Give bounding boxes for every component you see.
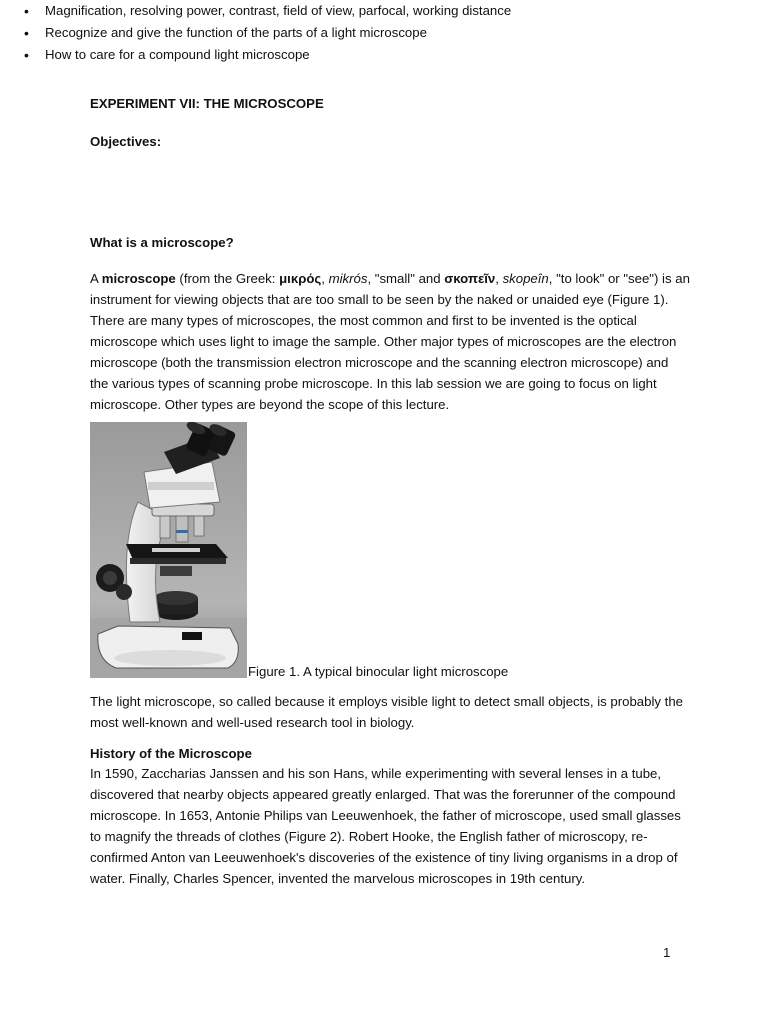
- document-title: EXPERIMENT VII: THE MICROSCOPE: [90, 96, 324, 111]
- what-is-heading: What is a microscope?: [90, 235, 234, 250]
- objective-item: • Magnification, resolving power, contrast, field of view, parfocal, working distance: [0, 0, 600, 22]
- history-paragraph: In 1590, Zaccharias Janssen and his son Hans, while experimenting with several lenses in a tube, discovered that nearby objects appeared greatly enlarged. That was the forerunner of the compound microscope. In 1653, Antonie Philips van Leeuwenhoek, the father of microscope, used small glasses to magnify the threads of clothes (Figure 2). Robert Hooke, the English father of microscopy, re-confirmed Anton van Leeuwenhoek's discoveries of the existence of tiny living organisms in a drop of water. Finally, Charles Spencer, invented the marvelous microscopes in 19th century.: [90, 766, 681, 886]
- intro-paragraph: A microscope (from the Greek: μικρός, mikrós, "small" and σκοπεῖν, skopeîn, "to look" or "see") is an instrument for viewing objects that are too small to be seen by the naked or unaided eye (Figure 1). There are many types of microscopes, the most common and first to be invented is the optical microscope which uses light to image the sample. Other major types of microscopes are the electron microscope (both the transmission electron microscope and the scanning electron microscope) and the various types of scanning probe microscope. In this lab session we are going to focus on light microscope. Other types are beyond the scope of this lecture.: [90, 271, 690, 412]
- history-heading: History of the Microscope: [90, 746, 252, 761]
- greek-word-skopein: σκοπεῖν: [444, 271, 496, 286]
- page-number: 1: [663, 945, 671, 960]
- objective-item: • Recognize and give the function of the parts of a light microscope: [0, 22, 600, 44]
- light-microscope-paragraph: The light microscope, so called because it employs visible light to detect small objects, is probably the most well-known and well-used research tool in biology.: [90, 694, 683, 730]
- objectives-list: [0, 0, 600, 66]
- term-microscope: microscope: [101, 271, 176, 286]
- microscope-figure-image: [90, 422, 247, 678]
- transliteration-skopein: skopeîn: [502, 271, 549, 286]
- objectives-heading: Objectives:: [90, 134, 162, 149]
- greek-word-mikros: μικρός: [279, 271, 322, 286]
- transliteration-mikros: mikrós: [328, 271, 368, 286]
- objective-item: • How to care for a compound light microscope: [0, 44, 600, 66]
- figure-caption: Figure 1. A typical binocular light microscope: [248, 664, 509, 679]
